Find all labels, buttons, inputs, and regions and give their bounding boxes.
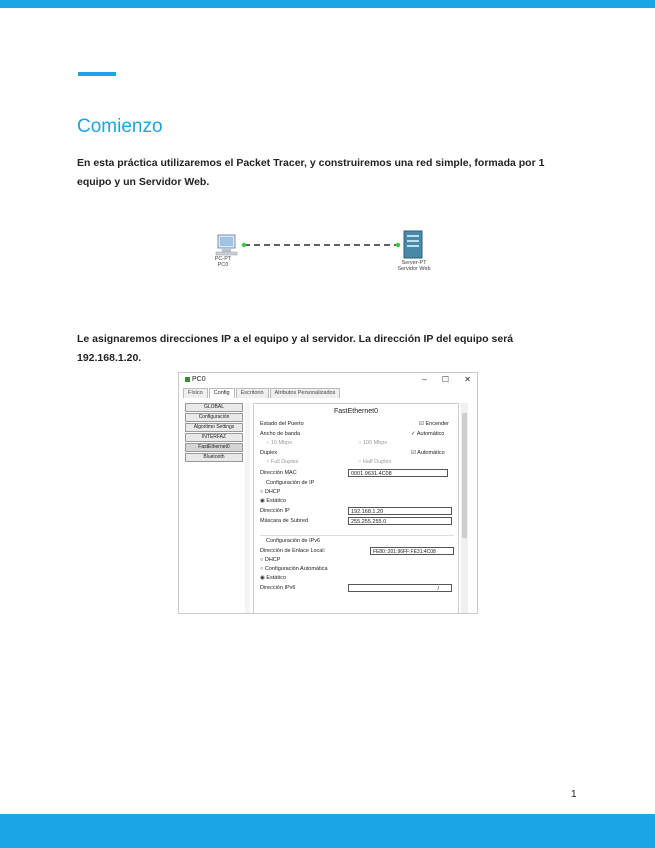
ip-config-label: Configuración de IP: [266, 480, 315, 486]
ip-address-label: Dirección IP: [260, 508, 290, 514]
static-radio[interactable]: ◉ Estático: [260, 498, 286, 504]
intro-paragraph: En esta práctica utilizaremos el Packet Tracer, y construiremos una red simple, formada por 1 equipo y un Servidor Web.: [77, 157, 545, 188]
sidebar-item-interfaz: INTERFAZ: [185, 433, 243, 442]
pc-icon: [216, 235, 237, 255]
pc-label-name: PC0: [217, 262, 229, 268]
ipv6-auto-label: Configuración Automática: [264, 566, 328, 572]
server-label-type: Server-PT: [401, 260, 427, 266]
bandwidth-auto-checkbox[interactable]: ✓ Automático: [411, 431, 445, 437]
window-app-icon: [185, 377, 190, 382]
bandwidth-auto-value: Automático: [416, 431, 445, 437]
duplex-half-radio[interactable]: ○ Half Duplex: [358, 459, 392, 465]
config-sidebar: [185, 403, 243, 463]
tab-config[interactable]: Config: [209, 388, 235, 398]
window-tabs: [183, 388, 341, 398]
ip-address-input[interactable]: 192.168.1.20: [348, 507, 452, 515]
window-title: [185, 376, 206, 383]
sidebar-item-algoritmo[interactable]: Algoritmo Settings: [185, 423, 243, 432]
top-accent-bar: [0, 0, 655, 8]
panel-scrollbar[interactable]: [461, 403, 468, 613]
window-title-text: PC0: [192, 376, 206, 383]
panel-title: FastEthernet0: [334, 408, 378, 415]
mac-label: Dirección MAC: [260, 470, 297, 476]
ipv6-config-label: Configuración de IPv6: [266, 538, 321, 544]
minimize-button[interactable]: –: [422, 375, 427, 384]
ipv6-static-radio[interactable]: ◉ Estático: [260, 575, 286, 581]
bandwidth-label: Ancho de banda: [260, 431, 301, 437]
link-light-pc: [242, 243, 246, 247]
port-status-label: Estado del Puerto: [260, 421, 304, 427]
duplex-auto-checkbox[interactable]: ☑ Automático: [411, 450, 445, 456]
ipv6-address-label: Dirección IPv6: [260, 585, 296, 591]
ipv6-dhcp-radio[interactable]: ○ DHCP: [260, 557, 281, 563]
dhcp-label: DHCP: [264, 489, 281, 495]
sidebar-item-global[interactable]: GLOBAL: [185, 403, 243, 412]
packet-tracer-window: [178, 372, 478, 614]
bandwidth-10-label: 10 Mbps: [270, 440, 292, 446]
interface-panel: [253, 403, 459, 614]
duplex-full-radio[interactable]: ○ Full Duplex: [266, 459, 299, 465]
page-number: 1: [571, 789, 577, 800]
duplex-full-label: Full Duplex: [270, 459, 299, 465]
dhcp-radio[interactable]: ○ DHCP: [260, 489, 281, 495]
section-divider: [260, 535, 454, 536]
static-label: Estático: [266, 498, 286, 504]
tab-atributos[interactable]: Atributos Personalizados: [270, 388, 341, 398]
server-icon: [404, 231, 422, 258]
pc-label-type: PC-PT: [214, 256, 232, 262]
bottom-accent-bar: [0, 814, 655, 848]
panel-scrollbar-thumb[interactable]: [462, 413, 467, 538]
window-controls: [409, 375, 471, 384]
link-local-label: Dirección de Enlace Local:: [260, 548, 326, 554]
ipv6-dhcp-label: DHCP: [264, 557, 281, 563]
topology-drawing: [200, 224, 460, 264]
ipv6-address-input[interactable]: /: [348, 584, 452, 592]
duplex-label: Duplex: [260, 450, 278, 456]
ipv6-auto-radio[interactable]: ○ Configuración Automática: [260, 566, 328, 572]
maximize-button[interactable]: ☐: [441, 375, 450, 384]
network-topology-diagram: [200, 224, 460, 284]
sidebar-item-fastethernet0[interactable]: FastEthernet0: [185, 443, 243, 452]
subnet-mask-input[interactable]: 255.255.255.0: [348, 517, 452, 525]
sidebar-scrollbar[interactable]: [245, 403, 250, 613]
bandwidth-100-label: 100 Mbps: [362, 440, 388, 446]
sidebar-item-bluetooth[interactable]: Bluetooth: [185, 453, 243, 462]
tab-fisico[interactable]: Físico: [183, 388, 208, 398]
bandwidth-10-radio[interactable]: ○ 10 Mbps: [266, 440, 292, 446]
duplex-auto-value: Automático: [417, 450, 445, 456]
bandwidth-100-radio[interactable]: ○ 100 Mbps: [358, 440, 388, 446]
subnet-mask-label: Máscara de Subred: [260, 518, 308, 524]
port-status-checkbox[interactable]: ☑ Encender: [419, 421, 450, 427]
link-local-input[interactable]: FE80::201:96FF:FE31:4C08: [370, 547, 454, 555]
link-light-server: [396, 243, 400, 247]
server-label-name: Servidor Web: [397, 266, 431, 272]
pc-label: [207, 256, 239, 268]
sidebar-item-configuracion[interactable]: Configuración: [185, 413, 243, 422]
tab-escritorio[interactable]: Escritorio: [236, 388, 269, 398]
ip-paragraph: Le asignaremos direcciones IP a el equipo y al servidor. La dirección IP del equipo será 192.168.1.20.: [77, 333, 514, 364]
server-label: [390, 260, 438, 272]
ipv6-static-label: Estático: [266, 575, 286, 581]
close-button[interactable]: ✕: [464, 375, 471, 384]
duplex-half-label: Half Duplex: [362, 459, 392, 465]
port-status-value: Encender: [425, 421, 450, 427]
mac-input[interactable]: 0001.9631.4C08: [348, 469, 448, 477]
page-title: Comienzo: [77, 116, 163, 137]
title-accent-line: [78, 72, 116, 76]
